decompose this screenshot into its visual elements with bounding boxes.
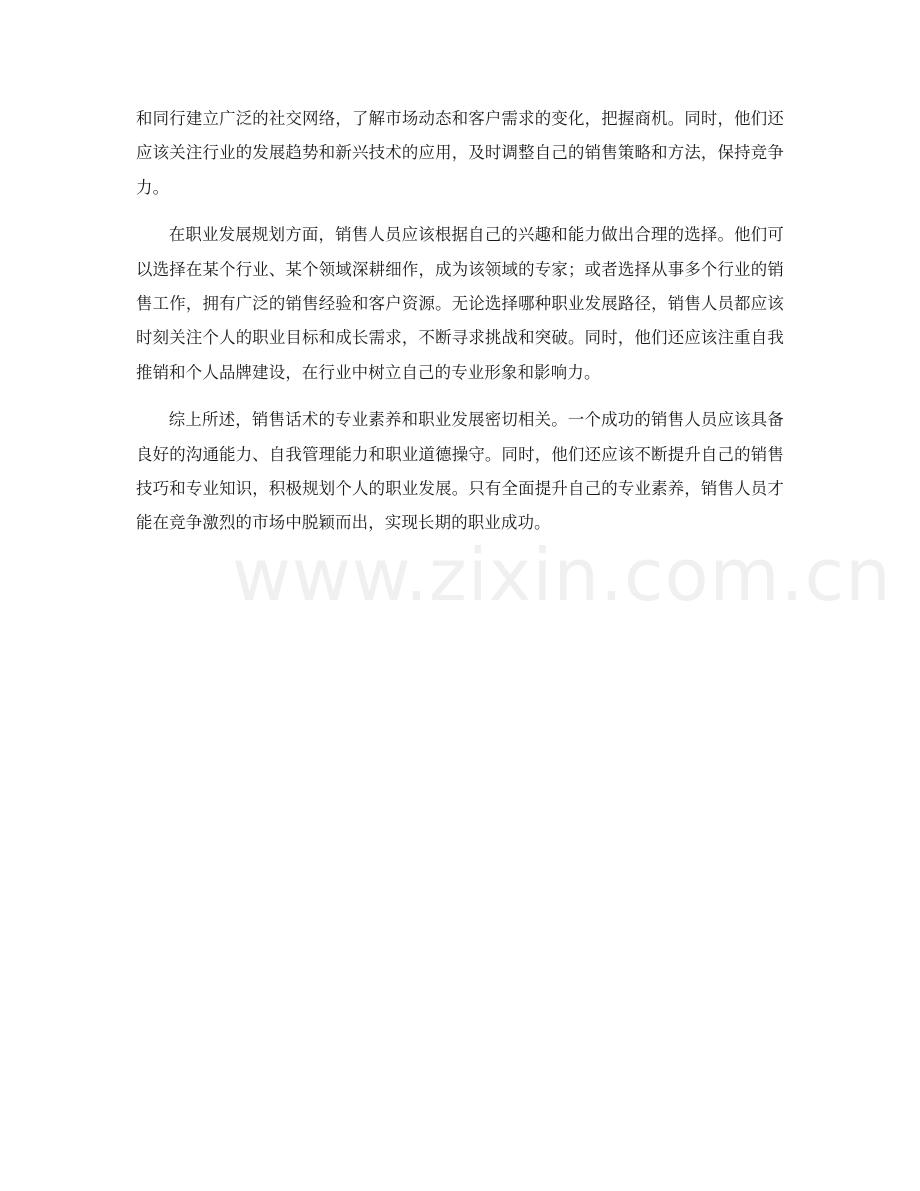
- paragraph-career-planning: 在职业发展规划方面，销售人员应该根据自己的兴趣和能力做出合理的选择。他们可以选择在某个行业、某个领域深耕细作，成为该领域的专家；或者选择从事多个行业的销售工作，拥有广泛的销售经验和客户资源。无论选择哪种职业发展路径，销售人员都应该时刻关注个人的职业目标和成长需求，不断寻求挑战和突破。同时，他们还应该注重自我推销和个人品牌建设，在行业中树立自己的专业形象和影响力。: [136, 225, 784, 382]
- paragraph-conclusion: 综上所述，销售话术的专业素养和职业发展密切相关。一个成功的销售人员应该具备良好的沟通能力、自我管理能力和职业道德操守。同时，他们还应该不断提升自己的销售技巧和专业知识，积极规划个人的职业发展。只有全面提升自己的专业素养，销售人员才能在竞争激烈的市场中脱颖而出，实现长期的职业成功。: [136, 410, 784, 533]
- paragraph-continuation: 和同行建立广泛的社交网络，了解市场动态和客户需求的变化，把握商机。同时，他们还应该关注行业的发展趋势和新兴技术的应用，及时调整自己的销售策略和方法，保持竞争力。: [136, 109, 784, 197]
- document-body: [136, 102, 784, 554]
- watermark: www.zixin.com.cn: [232, 533, 892, 617]
